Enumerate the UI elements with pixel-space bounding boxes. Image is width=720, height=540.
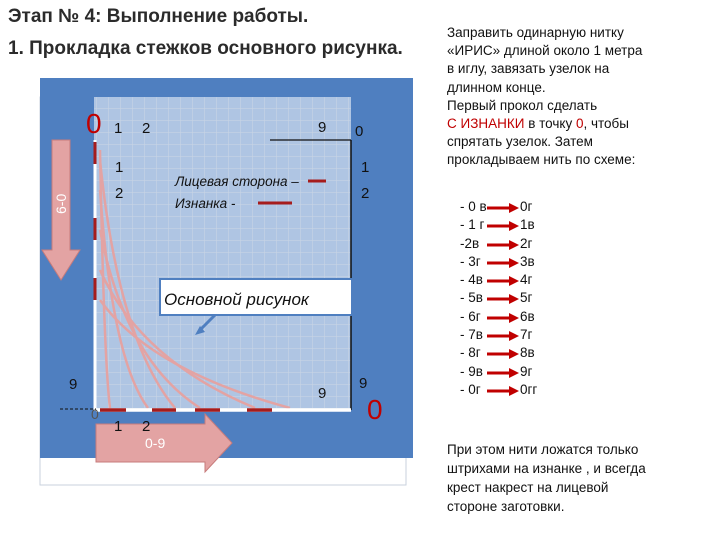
callout-text: Основной рисунок <box>164 290 309 309</box>
label-left-1: 1 <box>115 159 124 176</box>
footer-line: стороне заготовки. <box>447 499 565 514</box>
red-arrow-icon <box>487 258 519 268</box>
label-bottom-right-9: 9 <box>359 375 368 392</box>
red-arrow-icon <box>487 331 519 341</box>
label-bottom-9: 9 <box>318 385 327 402</box>
instruction-line: спрятать узелок. Затем <box>447 134 593 150</box>
footer-note <box>447 440 717 516</box>
instruction-line: Заправить одинарную нитку <box>447 25 624 40</box>
legend-face-text: Лицевая сторона – <box>175 174 299 189</box>
instruction-text: в точку <box>524 116 576 132</box>
red-arrow-icon <box>487 276 519 286</box>
label-top-9: 9 <box>318 119 327 136</box>
label-bottom-left-9: 9 <box>69 376 78 393</box>
label-bottom-right-zero: 0 <box>367 394 383 425</box>
label-bottom-2: 2 <box>142 418 151 435</box>
label-right-1: 1 <box>361 159 370 176</box>
red-arrow-icon <box>487 221 519 231</box>
instruction-text: , чтобы <box>583 116 629 132</box>
label-bottom-left-0: 0 <box>91 406 99 422</box>
legend-back-text: Изнанка - <box>175 196 236 211</box>
label-top-1: 1 <box>114 120 123 137</box>
footer-line: крест накрест на лицевой <box>447 480 609 495</box>
label-top-left-zero: 0 <box>86 108 102 139</box>
label-top-2: 2 <box>142 120 151 137</box>
label-left-2: 2 <box>115 185 124 202</box>
instruction-line: прокладываем нить по схеме: <box>447 152 636 168</box>
highlight-zero: 0 <box>575 116 584 132</box>
instructions-block <box>447 24 717 170</box>
instruction-line: «ИРИС» длиной около 1 метра <box>447 43 643 59</box>
red-arrow-icon <box>487 313 519 323</box>
instruction-line-highlight <box>447 115 717 133</box>
red-arrow-icon <box>487 294 519 304</box>
page-subtitle: 1. Прокладка стежков основного рисунка. <box>8 38 403 59</box>
instruction-line: в иглу, завязать узелок на <box>447 61 610 77</box>
page-title: Этап № 4: Выполнение работы. <box>8 6 309 27</box>
highlight-text: С ИЗНАНКИ <box>447 116 525 132</box>
instruction-line: Первый прокол сделать <box>447 97 598 113</box>
red-arrow-icon <box>487 203 519 213</box>
label-right-2: 2 <box>361 185 370 202</box>
red-arrow-icon <box>487 349 519 359</box>
label-bottom-1: 1 <box>114 418 123 435</box>
red-arrow-icon <box>487 386 519 396</box>
red-arrow-icon <box>487 368 519 378</box>
footer-line: При этом нити ложатся только <box>447 442 639 457</box>
instruction-line: длинном конце. <box>447 79 546 95</box>
label-arrow-0-9: 0-9 <box>145 435 166 451</box>
red-arrow-icon <box>487 240 519 250</box>
label-top-right-0: 0 <box>355 123 364 140</box>
label-arrow-6-0: 6-0 <box>53 193 69 214</box>
footer-line: штрихами на изнанке , и всегда <box>447 461 646 476</box>
